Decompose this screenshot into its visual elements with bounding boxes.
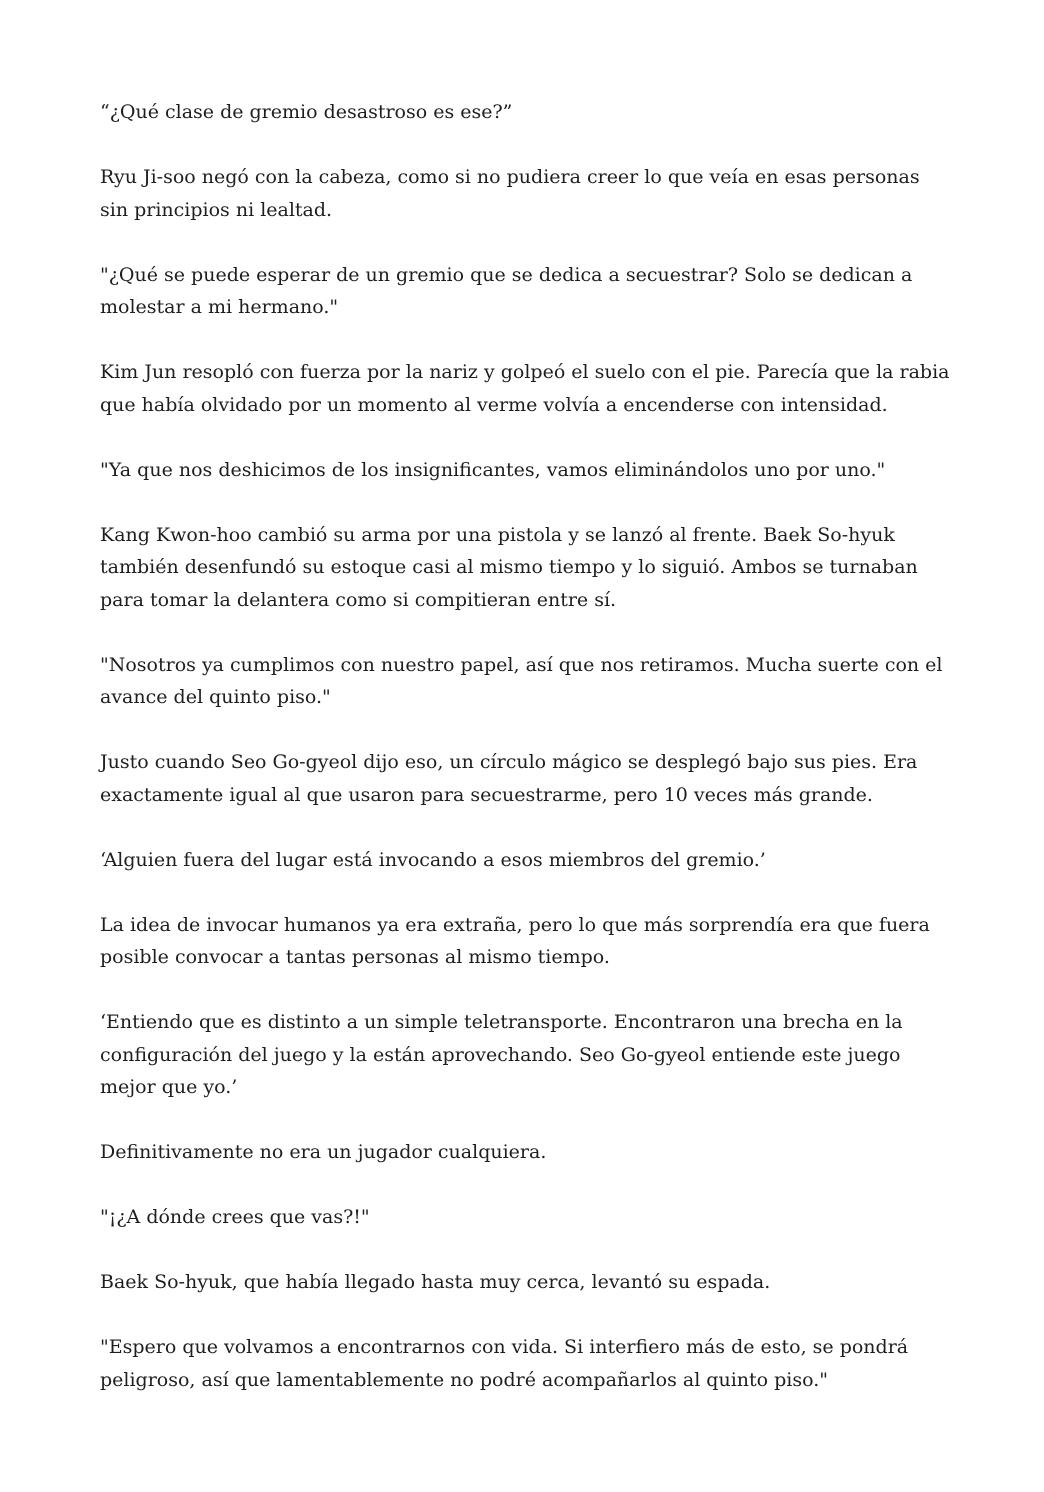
paragraph-1: “¿Qué clase de gremio desastroso es ese?” [100, 101, 513, 123]
paragraph-3: "¿Qué se puede esperar de un gremio que se dedica a secuestrar? Solo se dedican a molestar a mi hermano." [100, 263, 913, 318]
paragraph-10: La idea de invocar humanos ya era extraña, pero lo que más sorprendía era que fuera posible convocar a tantas personas al mismo tiempo. [100, 913, 930, 968]
document-page [100, 96, 950, 1429]
paragraph-5: "Ya que nos deshicimos de los insignificantes, vamos eliminándolos uno por uno." [100, 458, 886, 481]
paragraph-12: Definitivamente no era un jugador cualquiera. [100, 1141, 547, 1163]
paragraph-2: Ryu Ji-soo negó con la cabeza, como si no pudiera creer lo que veía en esas personas sin principios ni lealtad. [100, 166, 920, 221]
paragraph-6: Kang Kwon-hoo cambió su arma por una pistola y se lanzó al frente. Baek So-hyuk también desenfundó su estoque casi al mismo tiempo y lo siguió. Ambos se turnaban para tomar la delantera como si compitieran entre sí. [100, 523, 918, 611]
paragraph-11: ‘Entiendo que es distinto a un simple teletransporte. Encontraron una brecha en la configuración del juego y la están aprovechando. Seo Go-gyeol entiende este juego mejor que yo.’ [100, 1011, 903, 1098]
paragraph-14: Baek So-hyuk, que había llegado hasta muy cerca, levantó su espada. [100, 1271, 771, 1293]
paragraph-8: Justo cuando Seo Go-gyeol dijo eso, un círculo mágico se desplegó bajo sus pies. Era exactamente igual al que usaron para secuestrarme, pero 10 veces más grande. [100, 751, 918, 806]
paragraph-13: "¡¿A dónde crees que vas?!" [100, 1206, 370, 1228]
paragraph-4: Kim Jun resopló con fuerza por la nariz y golpeó el suelo con el pie. Parecía que la rabia que había olvidado por un momento al verme volvía a encenderse con intensidad. [100, 361, 950, 416]
paragraph-15: "Espero que volvamos a encontrarnos con vida. Si interfiero más de esto, se pondrá peligroso, así que lamentablemente no podré acompañarlos al quinto piso." [100, 1336, 909, 1391]
paragraph-7: "Nosotros ya cumplimos con nuestro papel, así que nos retiramos. Mucha suerte con el avance del quinto piso." [100, 653, 943, 708]
paragraph-9: ‘Alguien fuera del lugar está invocando a esos miembros del gremio.’ [100, 848, 766, 871]
